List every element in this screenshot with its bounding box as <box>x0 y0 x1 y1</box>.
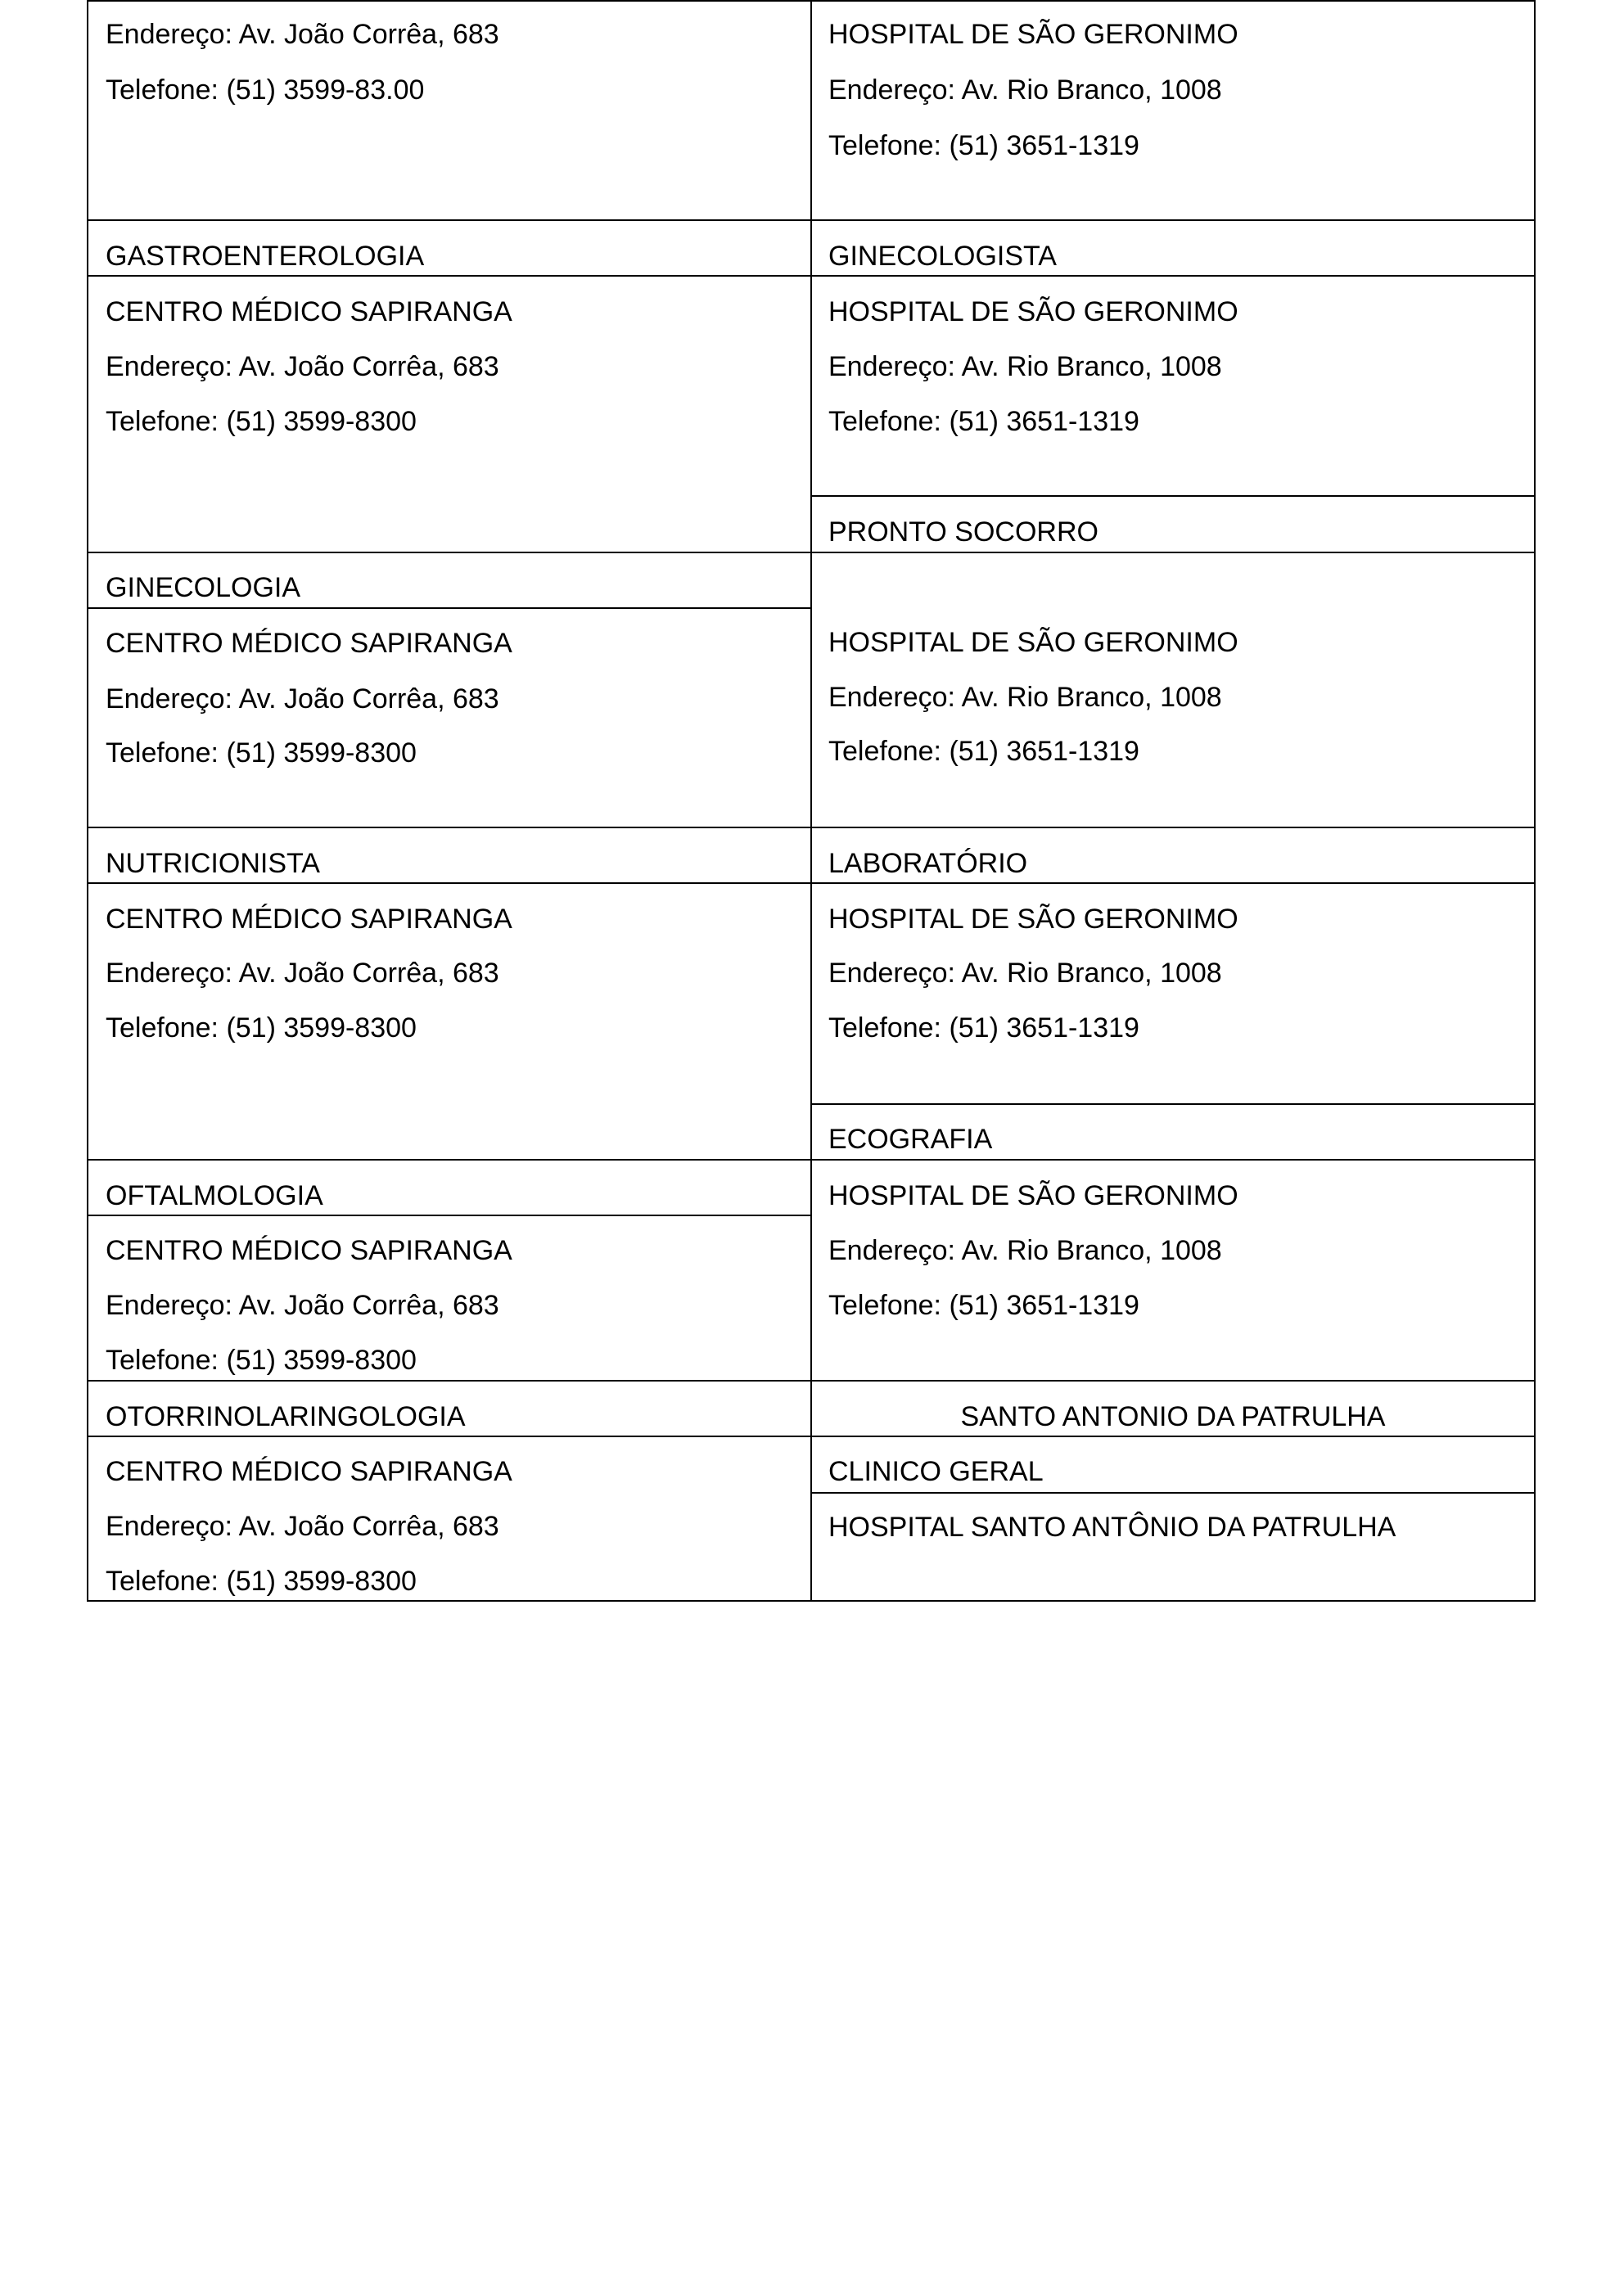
row-divider <box>810 1492 1536 1494</box>
section-heading: PRONTO SOCORRO <box>828 516 1098 548</box>
phone-text: Telefone: (51) 3599-83.00 <box>106 74 425 106</box>
row-divider <box>810 275 1536 277</box>
phone-text: Telefone: (51) 3651-1319 <box>828 736 1139 767</box>
hospital-name: HOSPITAL DE SÃO GERONIMO <box>828 296 1238 327</box>
address-text: Endereço: Av. Rio Branco, 1008 <box>828 682 1222 713</box>
row-divider <box>87 275 812 277</box>
hospital-name: HOSPITAL DE SÃO GERONIMO <box>828 904 1238 935</box>
address-text: Endereço: Av. João Corrêa, 683 <box>106 1290 499 1321</box>
phone-text: Telefone: (51) 3651-1319 <box>828 406 1139 437</box>
row-divider <box>87 607 812 609</box>
row-divider <box>87 1436 812 1437</box>
table-border-right <box>1534 0 1536 1602</box>
clinic-name: CENTRO MÉDICO SAPIRANGA <box>106 904 512 935</box>
address-text: Endereço: Av. Rio Branco, 1008 <box>828 1235 1222 1266</box>
section-heading: CLINICO GERAL <box>828 1456 1044 1487</box>
address-text: Endereço: Av. João Corrêa, 683 <box>106 19 499 50</box>
address-text: Endereço: Av. João Corrêa, 683 <box>106 958 499 989</box>
section-heading: GASTROENTEROLOGIA <box>106 241 425 272</box>
row-divider <box>87 552 812 553</box>
phone-text: Telefone: (51) 3599-8300 <box>106 1345 417 1376</box>
table-column-divider <box>810 0 812 1602</box>
hospital-name: HOSPITAL DE SÃO GERONIMO <box>828 627 1238 658</box>
address-text: Endereço: Av. João Corrêa, 683 <box>106 1511 499 1542</box>
phone-text: Telefone: (51) 3599-8300 <box>106 737 417 769</box>
row-divider <box>810 495 1536 497</box>
phone-text: Telefone: (51) 3651-1319 <box>828 1290 1139 1321</box>
hospital-name: HOSPITAL SANTO ANTÔNIO DA PATRULHA <box>828 1512 1396 1543</box>
section-heading: GINECOLOGIA <box>106 572 301 603</box>
row-divider <box>87 882 812 884</box>
address-text: Endereço: Av. João Corrêa, 683 <box>106 683 499 715</box>
section-heading: OFTALMOLOGIA <box>106 1180 323 1211</box>
row-divider <box>87 1215 812 1216</box>
address-text: Endereço: Av. Rio Branco, 1008 <box>828 351 1222 382</box>
hospital-name: HOSPITAL DE SÃO GERONIMO <box>828 19 1238 50</box>
address-text: Endereço: Av. João Corrêa, 683 <box>106 351 499 382</box>
phone-text: Telefone: (51) 3599-8300 <box>106 406 417 437</box>
clinic-name: CENTRO MÉDICO SAPIRANGA <box>106 1235 512 1266</box>
section-heading: OTORRINOLARINGOLOGIA <box>106 1401 466 1432</box>
row-divider <box>87 1159 812 1161</box>
address-text: Endereço: Av. Rio Branco, 1008 <box>828 958 1222 989</box>
section-heading: NUTRICIONISTA <box>106 848 320 879</box>
table-border-left <box>87 0 88 1602</box>
clinic-name: CENTRO MÉDICO SAPIRANGA <box>106 1456 512 1487</box>
clinic-name: CENTRO MÉDICO SAPIRANGA <box>106 628 512 659</box>
row-divider <box>810 1436 1536 1437</box>
section-heading: ECOGRAFIA <box>828 1124 993 1155</box>
row-divider <box>87 1380 812 1382</box>
row-divider <box>810 219 1536 221</box>
phone-text: Telefone: (51) 3651-1319 <box>828 130 1139 161</box>
clinic-name: CENTRO MÉDICO SAPIRANGA <box>106 296 512 327</box>
row-divider <box>810 1103 1536 1105</box>
row-divider <box>810 827 1536 828</box>
city-heading: SANTO ANTONIO DA PATRULHA <box>960 1401 1386 1432</box>
section-heading: LABORATÓRIO <box>828 848 1028 879</box>
phone-text: Telefone: (51) 3599-8300 <box>106 1012 417 1044</box>
row-divider <box>810 552 1536 553</box>
section-heading: GINECOLOGISTA <box>828 241 1057 272</box>
phone-text: Telefone: (51) 3651-1319 <box>828 1012 1139 1044</box>
address-text: Endereço: Av. Rio Branco, 1008 <box>828 74 1222 106</box>
row-divider <box>810 1159 1536 1161</box>
phone-text: Telefone: (51) 3599-8300 <box>106 1566 417 1597</box>
row-divider <box>810 882 1536 884</box>
hospital-name: HOSPITAL DE SÃO GERONIMO <box>828 1180 1238 1211</box>
row-divider <box>87 219 812 221</box>
row-divider <box>810 1380 1536 1382</box>
row-divider <box>87 827 812 828</box>
